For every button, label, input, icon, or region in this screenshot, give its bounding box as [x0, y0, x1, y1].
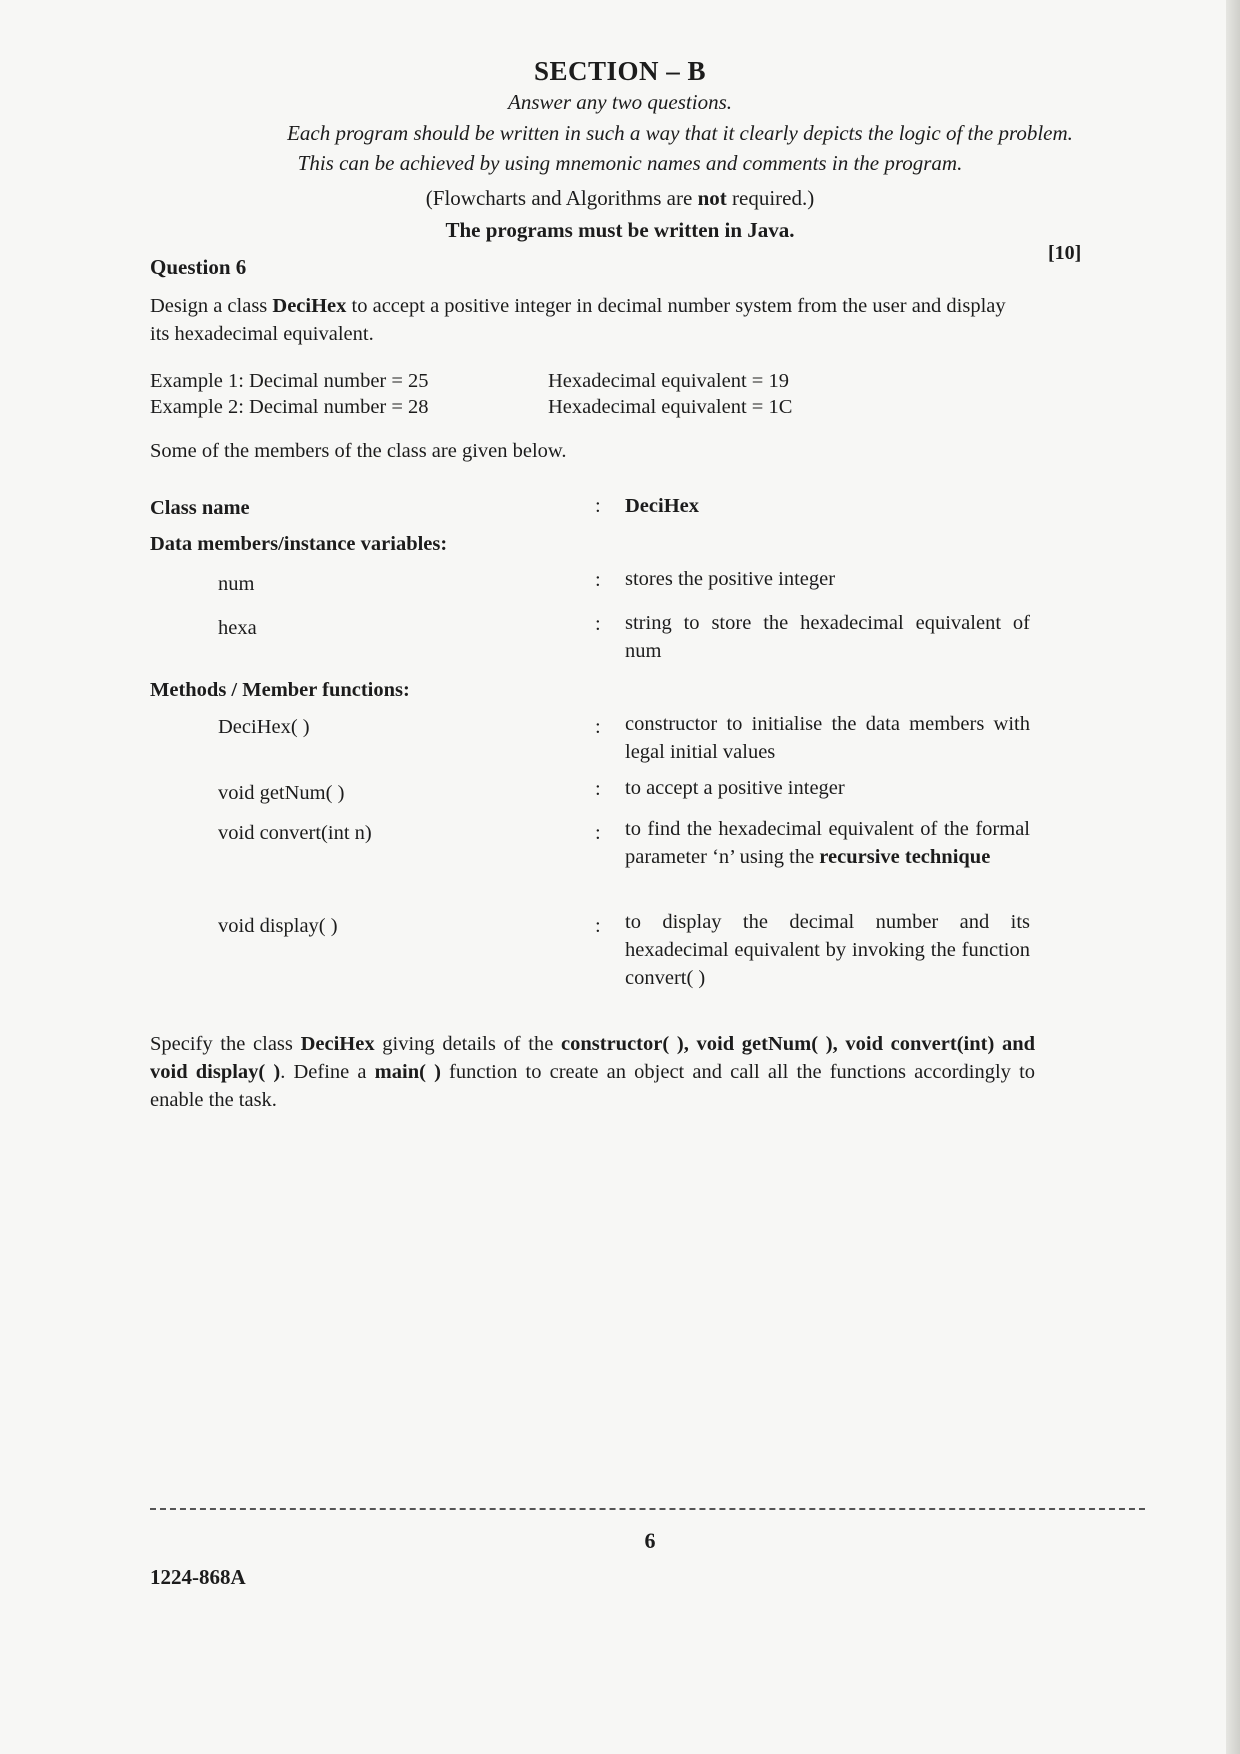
question-marks: [10] — [1048, 242, 1082, 264]
example-2-hex: Hexadecimal equivalent = 1C — [548, 396, 793, 418]
class-name-value: DeciHex — [625, 495, 699, 517]
footer-divider — [150, 1508, 1145, 1510]
page-number: 6 — [644, 1528, 656, 1553]
method-display: void display( ) — [218, 915, 338, 937]
colon: : — [595, 716, 601, 738]
colon: : — [595, 495, 601, 517]
example-1-decimal: Example 1: Decimal number = 25 — [150, 370, 429, 392]
method-convert: void convert(int n) — [218, 822, 372, 844]
instruction-flowcharts: (Flowcharts and Algorithms are not required.) — [425, 186, 815, 210]
question-title: Question 6 — [150, 255, 247, 279]
method-getnum: void getNum( ) — [218, 782, 345, 804]
method-convert-desc: to find the hexadecimal equivalent of the formal parameter ‘n’ using the recursive technique — [625, 818, 1030, 868]
data-member-num: num — [218, 573, 255, 595]
instruction-mnemonic-names: This can be achieved by using mnemonic names and comments in the program. — [297, 151, 963, 175]
colon: : — [595, 822, 601, 844]
colon: : — [595, 613, 601, 635]
method-display-desc: to display the decimal number and its hexadecimal equivalent by invoking the function convert( ) — [625, 911, 1030, 989]
paper-code: 1224-868A — [150, 1565, 246, 1589]
methods-heading: Methods / Member functions: — [150, 679, 410, 701]
colon: : — [595, 569, 601, 591]
example-2-decimal: Example 2: Decimal number = 28 — [150, 396, 429, 418]
colon: : — [595, 915, 601, 937]
instruction-answer-any-two: Answer any two questions. — [508, 90, 732, 114]
class-name-label: Class name — [150, 497, 250, 519]
question-outro: Specify the class DeciHex giving details of the constructor( ), void getNum( ), void convert(int) and void display( ). Define a main( ) function to create an object and call all the functions accordingly to enable the task. — [150, 1033, 1036, 1111]
section-title: SECTION – B — [533, 56, 707, 86]
instruction-java: The programs must be written in Java. — [445, 218, 795, 242]
members-intro: Some of the members of the class are given below. — [150, 440, 567, 462]
data-member-num-desc: stores the positive integer — [625, 568, 836, 590]
method-constructor: DeciHex( ) — [218, 716, 310, 738]
colon: : — [595, 778, 601, 800]
example-1-hex: Hexadecimal equivalent = 19 — [548, 370, 789, 392]
data-member-hexa: hexa — [218, 617, 257, 639]
method-getnum-desc: to accept a positive integer — [625, 777, 845, 799]
question-intro: Design a class DeciHex to accept a positive integer in decimal number system from the user and display its hexadecimal equivalent. — [150, 295, 1006, 345]
data-members-heading: Data members/instance variables: — [150, 533, 448, 555]
instruction-program-logic: Each program should be written in such a way that it clearly depicts the logic of the problem. — [287, 121, 1073, 145]
page-edge-shadow — [1226, 0, 1240, 1754]
data-member-hexa-desc: string to store the hexadecimal equivalent of num — [625, 612, 1030, 662]
method-constructor-desc: constructor to initialise the data members with legal initial values — [625, 713, 1030, 763]
